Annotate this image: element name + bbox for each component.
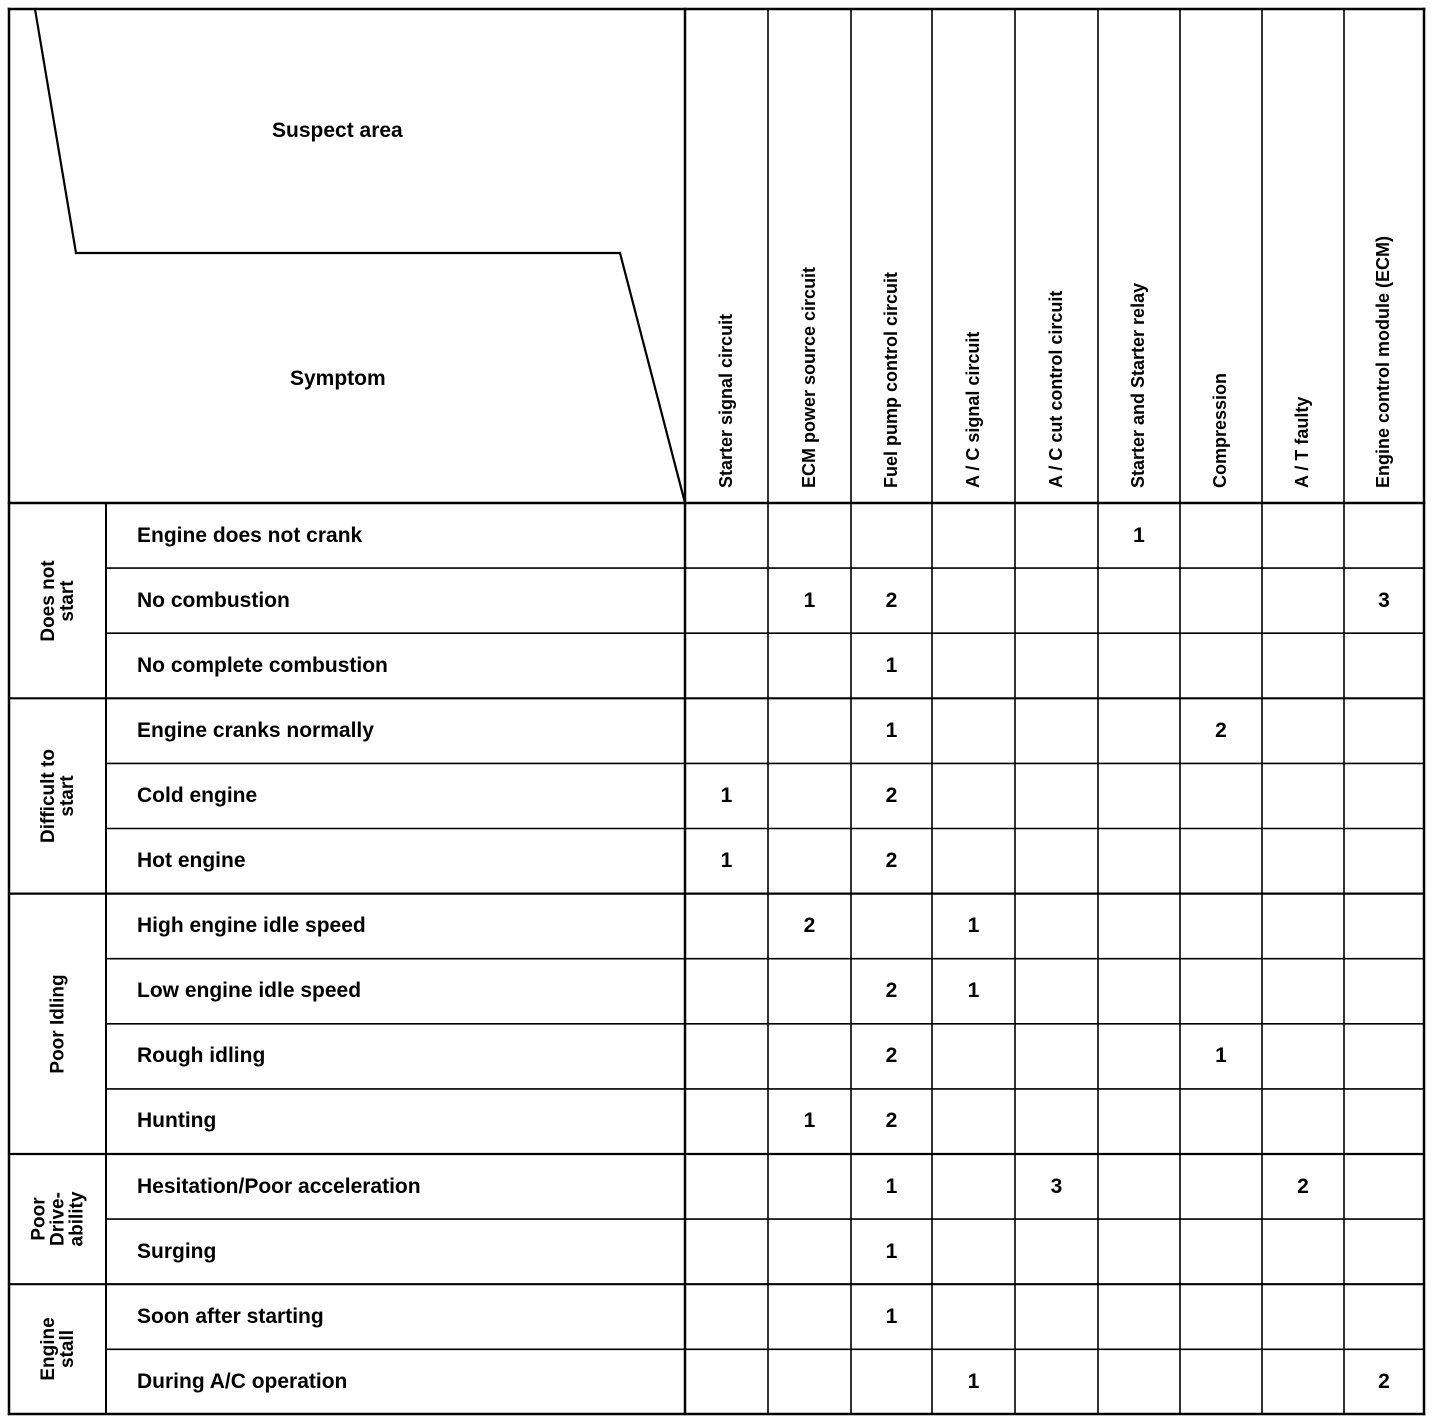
symptom-label: No combustion: [137, 588, 290, 612]
priority-value: 2: [803, 914, 816, 938]
priority-value: 1: [885, 718, 898, 742]
group-label: [39, 749, 77, 843]
symptom-label: During A/C operation: [137, 1369, 348, 1393]
priority-value: 1: [967, 914, 980, 938]
symptom-label: High engine idle speed: [137, 914, 366, 938]
symptom-header: Symptom: [290, 367, 386, 390]
header-divider-diagonal: [35, 9, 76, 253]
header-divider-diagonal: [620, 253, 685, 503]
group-label-line: start: [56, 580, 78, 622]
symptom-label: Low engine idle speed: [137, 979, 362, 1003]
priority-value: 1: [803, 1109, 816, 1133]
priority-value: 2: [1297, 1174, 1309, 1198]
column-header: ECM power source circuit: [798, 266, 819, 488]
priority-value: 1: [803, 588, 816, 612]
priority-value: 1: [720, 849, 733, 873]
column-header: Starter signal circuit: [715, 313, 736, 488]
column-header: A / C cut control circuit: [1045, 290, 1066, 488]
group-label-line: ability: [66, 1191, 87, 1247]
priority-value: 1: [1133, 523, 1145, 547]
symptom-label: Soon after starting: [137, 1304, 324, 1328]
group-label: [48, 974, 67, 1073]
priority-value: 2: [885, 849, 898, 873]
group-label-line: Poor Idling: [47, 974, 68, 1074]
priority-value: 2: [1378, 1369, 1390, 1393]
suspect-area-header: Suspect area: [272, 119, 403, 142]
symptom-label: Cold engine: [137, 783, 258, 807]
priority-value: 1: [885, 1239, 898, 1263]
column-header: Fuel pump control circuit: [880, 271, 901, 488]
priority-value: 3: [1378, 588, 1390, 612]
priority-value: 1: [885, 653, 898, 677]
priority-value: 2: [885, 1109, 898, 1133]
priority-value: 2: [885, 588, 898, 612]
symptom-label: No complete combustion: [137, 653, 388, 677]
group-label: [39, 1318, 77, 1381]
column-header: Starter and Starter relay: [1128, 282, 1148, 488]
symptom-label: Rough idling: [137, 1044, 266, 1068]
priority-value: 3: [1050, 1174, 1063, 1198]
symptom-label: Engine cranks normally: [137, 718, 374, 742]
symptom-label: Engine does not crank: [137, 523, 363, 547]
group-label-line: Poor: [28, 1197, 49, 1241]
symptom-label: Surging: [137, 1239, 217, 1263]
group-label-line: start: [56, 775, 78, 817]
group-label-line: Drive-: [47, 1192, 68, 1247]
priority-value: 1: [967, 979, 980, 1003]
group-label: [39, 560, 77, 641]
column-header: Engine control module (ECM): [1373, 236, 1393, 488]
group-label: [29, 1192, 86, 1247]
column-header: A / T faulty: [1292, 396, 1312, 488]
group-label-line: Difficult to: [37, 748, 59, 843]
symptom-label: Hunting: [137, 1109, 217, 1133]
symptom-label: Hesitation/Poor acceleration: [137, 1174, 421, 1198]
priority-value: 2: [885, 979, 898, 1003]
priority-value: 1: [967, 1369, 980, 1393]
priority-value: 2: [1215, 718, 1227, 742]
priority-value: 1: [1215, 1044, 1227, 1068]
priority-value: 2: [885, 1044, 898, 1068]
priority-value: 1: [720, 783, 733, 807]
symptom-label: Hot engine: [137, 849, 246, 873]
priority-value: 2: [885, 783, 898, 807]
priority-value: 1: [885, 1174, 898, 1198]
column-header: Compression: [1210, 372, 1230, 488]
priority-value: 1: [885, 1304, 898, 1328]
group-label-line: stall: [56, 1330, 78, 1369]
group-label-line: Engine: [37, 1317, 59, 1381]
column-header: A / C signal circuit: [962, 331, 983, 488]
group-label-line: Does not: [37, 560, 59, 642]
